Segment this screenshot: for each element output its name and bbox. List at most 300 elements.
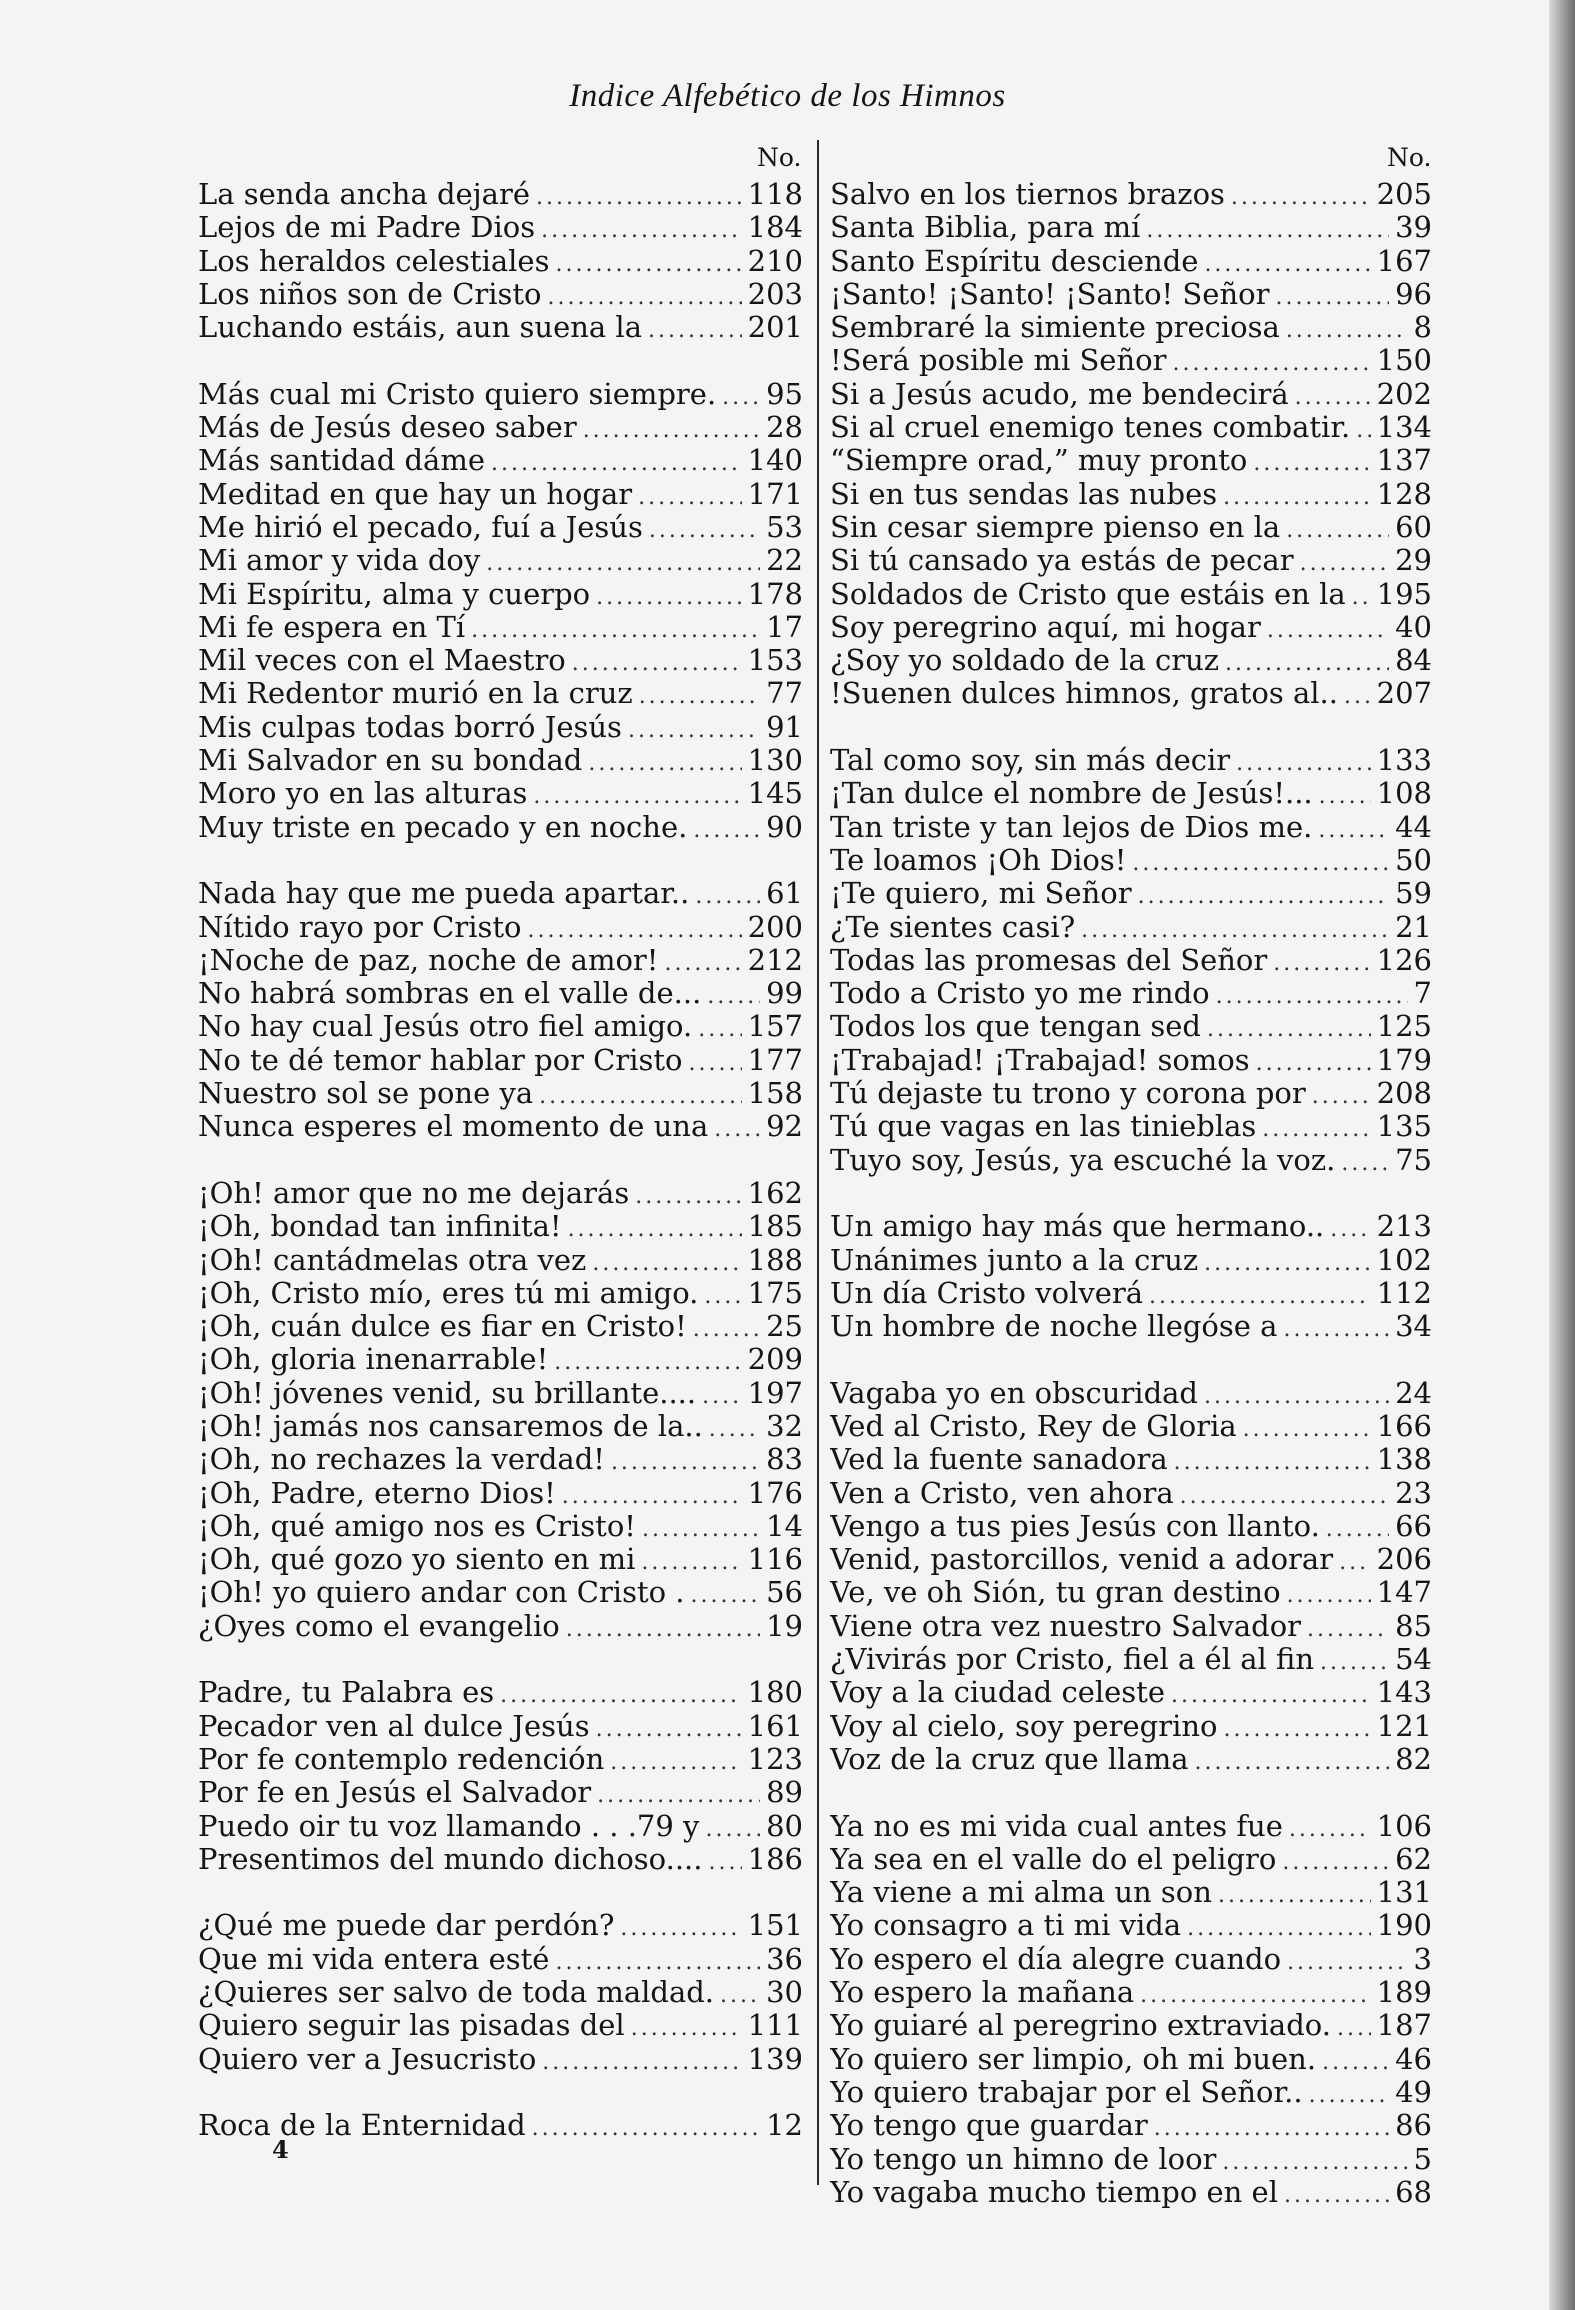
hymn-title: Sembraré la simiente preciosa (830, 311, 1280, 345)
hymn-title: Ya viene a mi alma un son (830, 1876, 1212, 1910)
hymn-title: Mi Redentor murió en la cruz (198, 677, 633, 711)
hymn-number: 128 (1376, 477, 1432, 511)
index-entry (830, 1810, 1432, 1843)
hymn-number: 213 (1376, 1210, 1432, 1244)
hymn-number: 121 (1376, 1709, 1432, 1743)
dot-leader (568, 1213, 742, 1243)
index-entry (830, 1277, 1432, 1310)
hymn-number: 96 (1395, 277, 1432, 311)
dot-leader (1318, 814, 1389, 844)
index-entry (198, 1110, 803, 1143)
hymn-number: 207 (1376, 677, 1432, 711)
index-entry (830, 744, 1432, 777)
hymn-number: 32 (766, 1409, 803, 1443)
hymn-title: Roca de la Enternidad (198, 2109, 526, 2143)
index-entry (830, 1909, 1432, 1942)
index-entry (198, 1377, 803, 1410)
hymn-title: Un día Cristo volverá (830, 1276, 1144, 1310)
hymn-title: Tú que vagas en las tinieblas (830, 1110, 1257, 1144)
index-entry (198, 1976, 803, 2009)
hymn-title: Soldados de Cristo que estáis en la (830, 577, 1346, 611)
hymn-title: Padre, tu Palabra es (198, 1676, 495, 1710)
hymn-number: 23 (1395, 1476, 1432, 1510)
hymn-number: 184 (747, 211, 803, 245)
dot-leader (491, 447, 742, 477)
hymn-title: No hay cual Jesús otro fiel amigo. (198, 1010, 693, 1044)
hymn-number: 106 (1376, 1809, 1432, 1843)
index-entry (830, 1210, 1432, 1243)
dot-leader (635, 1180, 741, 1210)
dot-leader (707, 980, 760, 1010)
hymn-number: 40 (1395, 610, 1432, 644)
index-entry (198, 1676, 803, 1709)
index-entry (830, 511, 1432, 544)
hymn-title: !Será posible mi Señor (830, 344, 1167, 378)
dot-leader (705, 1813, 760, 1843)
dot-leader (631, 2012, 742, 2042)
hymn-number: 139 (747, 2042, 803, 2076)
dot-leader (1300, 547, 1390, 577)
hymn-title: Ve, ve oh Sión, tu gran destino (830, 1576, 1281, 1610)
hymn-number: 102 (1376, 1243, 1432, 1277)
section-gap (830, 711, 1432, 744)
hymn-title: Me hirió el pecado, fuí a Jesús (198, 510, 643, 544)
hymn-title: Presentimos del mundo dichoso.... (198, 1842, 703, 1876)
dot-leader (709, 1413, 760, 1443)
index-entry (830, 2009, 1432, 2042)
index-entry (830, 411, 1432, 444)
hymn-title: Más santidad dáme (198, 444, 486, 478)
index-entry (198, 1543, 803, 1576)
index-entry (198, 2109, 803, 2142)
index-entry (830, 245, 1432, 278)
dot-leader (555, 1946, 760, 1976)
number-column-header-left: No. (757, 143, 802, 172)
dot-leader (1295, 381, 1371, 411)
dot-leader (704, 1280, 741, 1310)
dot-leader (610, 1746, 741, 1776)
hymn-number: 7 (1413, 977, 1432, 1011)
dot-leader (1356, 414, 1370, 444)
hymn-number: 189 (1376, 1976, 1432, 2010)
dot-leader (693, 814, 760, 844)
dot-leader (689, 1047, 742, 1077)
hymn-number: 202 (1376, 377, 1432, 411)
index-entry (198, 1710, 803, 1743)
index-entry (830, 1543, 1432, 1576)
hymn-title: Más de Jesús deseo saber (198, 411, 577, 445)
index-entry (830, 1976, 1432, 2009)
index-entry (830, 344, 1432, 377)
index-entry (198, 1477, 803, 1510)
section-gap (198, 2076, 803, 2109)
dot-leader (555, 248, 741, 278)
hymn-title: Si a Jesús acudo, me bendecirá (830, 377, 1289, 411)
hymn-number: 17 (766, 610, 803, 644)
hymn-number: 195 (1376, 577, 1432, 611)
page-number: 4 (272, 2135, 289, 2164)
index-entry (198, 744, 803, 777)
hymn-title: Yo guiaré al peregrino extraviado. (830, 2009, 1331, 2043)
dot-leader (1081, 914, 1389, 944)
hymn-title: Tal como soy, sin más decir (830, 744, 1231, 778)
hymn-title: ¡Tan dulce el nombre de Jesús!... (830, 777, 1313, 811)
index-entry (830, 1643, 1432, 1676)
index-entry (198, 578, 803, 611)
hymn-number: 95 (766, 377, 803, 411)
hymn-title: Soy peregrino aquí, mi hogar (830, 610, 1261, 644)
section-gap (830, 1343, 1432, 1376)
index-entry (198, 2043, 803, 2076)
hymn-number: 80 (766, 1809, 803, 1843)
hymn-title: ¡Oh, qué amigo nos es Cristo! (198, 1509, 636, 1543)
dot-leader (722, 381, 760, 411)
dot-leader (1256, 1047, 1371, 1077)
dot-leader (1204, 1247, 1370, 1277)
dot-leader (1180, 1480, 1389, 1510)
hymn-number: 49 (1395, 2075, 1432, 2109)
index-entry (830, 1377, 1432, 1410)
index-entry (830, 1110, 1432, 1143)
dot-leader (1267, 614, 1389, 644)
hymn-title: Nunca esperes el momento de una (198, 1110, 709, 1144)
hymn-number: 25 (766, 1310, 803, 1344)
hymn-title: Todo a Cristo yo me rindo (830, 977, 1210, 1011)
hymn-title: Salvo en los tiernos brazos (830, 178, 1225, 211)
dot-leader (714, 1113, 760, 1143)
hymn-title: Vengo a tus pies Jesús con llanto. (830, 1509, 1320, 1543)
hymn-title: Si tú cansado ya estás de pecar (830, 544, 1294, 578)
hymn-number: 203 (747, 277, 803, 311)
number-column-header-right: No. (1387, 143, 1432, 172)
index-entry (830, 311, 1432, 344)
index-entry (830, 677, 1432, 710)
hymn-title: “Siempre orad,” muy pronto (830, 444, 1248, 478)
index-entry (198, 1610, 803, 1643)
index-entry (198, 211, 803, 244)
index-entry (830, 1676, 1432, 1709)
hymn-number: 143 (1376, 1676, 1432, 1710)
hymn-title: Un hombre de noche llegóse a (830, 1310, 1278, 1344)
index-entry (198, 644, 803, 677)
hymn-title: Lejos de mi Padre Dios (198, 211, 536, 245)
dot-leader (1286, 314, 1408, 344)
hymn-number: 91 (766, 710, 803, 744)
dot-leader (648, 314, 742, 344)
hymn-title: Voz de la cruz que llama (830, 1742, 1189, 1776)
hymn-title: ¡Oh! amor que no me dejarás (198, 1176, 630, 1210)
dot-leader (1224, 1713, 1371, 1743)
hymn-title: Voy al cielo, soy peregrino (830, 1709, 1218, 1743)
index-entry (830, 1443, 1432, 1476)
hymn-title: Ven a Cristo, ven ahora (830, 1476, 1174, 1510)
index-entry (830, 2043, 1432, 2076)
hymn-title: Quiero ver a Jesucristo (198, 2042, 537, 2076)
hymn-title: Viene otra vez nuestro Salvador (830, 1609, 1302, 1643)
hymn-title: Yo quiero ser limpio, oh mi buen. (830, 2042, 1317, 2076)
hymn-number: 75 (1395, 1143, 1432, 1177)
hymn-number: 5 (1413, 2142, 1432, 2176)
hymn-title: ¡Oh, cuán dulce es fiar en Cristo! (198, 1310, 687, 1344)
index-entry (830, 1576, 1432, 1609)
index-entry (830, 611, 1432, 644)
hymn-number: 86 (1395, 2109, 1432, 2143)
hymn-title: ¿Vivirás por Cristo, fiel a él al fin (830, 1643, 1314, 1677)
dot-leader (583, 414, 760, 444)
hymn-number: 44 (1395, 810, 1432, 844)
column-divider (817, 140, 819, 2185)
dot-leader (1154, 2112, 1389, 2142)
hymn-number: 82 (1395, 1742, 1432, 1776)
hymn-number: 167 (1376, 244, 1432, 278)
index-entry (830, 1710, 1432, 1743)
index-entry (198, 611, 803, 644)
index-entry (830, 1743, 1432, 1776)
hymn-number: 83 (766, 1443, 803, 1477)
dot-leader (548, 281, 742, 311)
hymn-title: ¡Te quiero, mi Señor (830, 877, 1132, 911)
hymn-title: Vagaba yo en obscuridad (830, 1376, 1198, 1410)
dot-leader (1273, 947, 1370, 977)
hymn-number: 200 (747, 910, 803, 944)
index-entry (198, 711, 803, 744)
hymn-number: 175 (747, 1276, 803, 1310)
hymn-number: 59 (1395, 877, 1432, 911)
dot-leader (1262, 1113, 1370, 1143)
hymn-title: Yo consagro a ti mi vida (830, 1909, 1182, 1943)
index-entry (198, 1044, 803, 1077)
dot-leader (698, 1013, 741, 1043)
hymn-number: 62 (1395, 1842, 1432, 1876)
hymn-title: Si al cruel enemigo tenes combatir. (830, 411, 1351, 445)
index-entry (830, 2109, 1432, 2142)
dot-leader (1204, 248, 1370, 278)
hymn-title: ¡Oh, no rechazes la verdad! (198, 1443, 605, 1477)
section-gap (198, 344, 803, 377)
hymn-title: Luchando estáis, aun suena la (198, 311, 642, 345)
index-entry (198, 444, 803, 477)
dot-leader (1341, 1147, 1389, 1177)
hymn-title: ¡Oh, qué gozo yo siento en mi (198, 1543, 636, 1577)
hymn-number: 177 (747, 1043, 803, 1077)
hymn-title: ¡Oh! jóvenes venid, su brillante.... (198, 1376, 697, 1410)
hymn-title: Los niños son de Cristo (198, 277, 542, 311)
dot-leader (500, 1679, 742, 1709)
dot-leader (1243, 1413, 1371, 1443)
hymn-title: ¡Noche de paz, noche de amor! (198, 943, 659, 977)
dot-leader (1207, 1013, 1371, 1043)
dot-leader (720, 1979, 760, 2009)
dot-leader (554, 1346, 741, 1376)
index-entry (198, 1776, 803, 1809)
index-entry (198, 378, 803, 411)
hymn-title: ¿Qué me puede dar perdón? (198, 1909, 615, 1943)
index-entry (830, 811, 1432, 844)
index-entry (198, 911, 803, 944)
hymn-number: 145 (747, 777, 803, 811)
index-column-right (830, 178, 1432, 2209)
hymn-title: ¡Oh, gloria inenarrable! (198, 1343, 549, 1377)
dot-leader (1149, 1280, 1371, 1310)
hymn-number: 56 (766, 1576, 803, 1610)
index-entry (198, 977, 803, 1010)
index-entry (830, 1943, 1432, 1976)
hymn-title: No habrá sombras en el valle de... (198, 977, 702, 1011)
index-entry (830, 378, 1432, 411)
index-entry (198, 1010, 803, 1043)
hymn-title: ¿Soy yo soldado de la cruz (830, 644, 1220, 678)
hymn-title: Venid, pastorcillos, venid a adorar (830, 1543, 1334, 1577)
hymn-title: Moro yo en las alturas (198, 777, 528, 811)
hymn-number: 29 (1395, 544, 1432, 578)
index-entry (198, 2009, 803, 2042)
index-entry (830, 444, 1432, 477)
index-entry (830, 1010, 1432, 1043)
index-entry (830, 1843, 1432, 1876)
hymn-title: ¿Oyes como el evangelio (198, 1609, 560, 1643)
dot-leader (1322, 2046, 1389, 2076)
index-entry (830, 1077, 1432, 1110)
hymn-title: ¡Santo! ¡Santo! ¡Santo! Señor (830, 277, 1270, 311)
hymn-number: 178 (747, 577, 803, 611)
hymn-number: 99 (766, 977, 803, 1011)
hymn-number: 111 (747, 2009, 803, 2043)
hymn-number: 108 (1376, 777, 1432, 811)
hymn-title: Sin cesar siempre pienso en la (830, 510, 1281, 544)
hymn-title: Por fe en Jesús el Salvador (198, 1776, 592, 1810)
hymn-number: 131 (1376, 1876, 1432, 1910)
hymn-title: Todos los que tengan sed (830, 1010, 1201, 1044)
index-entry (198, 245, 803, 278)
dot-leader (539, 1080, 741, 1110)
index-entry (830, 844, 1432, 877)
hymn-title: Yo tengo un himno de loor (830, 2142, 1217, 2176)
dot-leader (542, 2046, 741, 2076)
index-entry (198, 478, 803, 511)
dot-leader (527, 914, 741, 944)
index-entry (830, 1310, 1432, 1343)
hymn-title: Ved la fuente sanadora (830, 1443, 1168, 1477)
index-entry (830, 1876, 1432, 1909)
dot-leader (1275, 281, 1389, 311)
index-entry (198, 1410, 803, 1443)
page-edge-shadow (1549, 0, 1575, 2310)
hymn-number: 206 (1376, 1543, 1432, 1577)
hymn-title: Nada hay que me pueda apartar.. (198, 877, 690, 911)
page-title: Indice Alfebético de los Himnos (569, 78, 1006, 114)
index-entry (830, 1610, 1432, 1643)
dot-leader (533, 780, 741, 810)
index-entry (198, 1576, 803, 1609)
hymn-title: Mi amor y vida doy (198, 544, 481, 578)
hymn-title: ¡Oh, bondad tan infinita! (198, 1210, 562, 1244)
index-entry (198, 1343, 803, 1376)
hymn-title: ¡Oh, Padre, eterno Dios! (198, 1476, 556, 1510)
section-gap (830, 1177, 1432, 1210)
hymn-number: 133 (1376, 744, 1432, 778)
dot-leader (1140, 1979, 1371, 2009)
dot-leader (1222, 2146, 1407, 2176)
dot-leader (532, 2112, 760, 2142)
index-entry (198, 311, 803, 344)
hymn-number: 53 (766, 510, 803, 544)
hymn-number: 208 (1376, 1077, 1432, 1111)
hymn-number: 186 (747, 1842, 803, 1876)
index-column-left (198, 178, 803, 2143)
index-entry (198, 1510, 803, 1543)
dot-leader (1319, 780, 1371, 810)
index-entry (830, 911, 1432, 944)
hymn-number: 125 (1376, 1010, 1432, 1044)
hymn-number: 188 (747, 1243, 803, 1277)
index-entry (830, 777, 1432, 810)
hymn-number: 176 (747, 1476, 803, 1510)
dot-leader (471, 614, 760, 644)
index-entry (198, 178, 803, 211)
hymn-title: Santo Espíritu desciende (830, 244, 1199, 278)
hymn-title: No te dé temor hablar por Cristo (198, 1043, 683, 1077)
dot-leader (1216, 980, 1408, 1010)
dot-leader (1312, 1080, 1371, 1110)
hymn-number: 116 (747, 1543, 803, 1577)
hymn-title: Voy a la ciudad celeste (830, 1676, 1166, 1710)
hymn-title: Nuestro sol se pone ya (198, 1077, 534, 1111)
hymn-title: Quiero seguir las pisadas del (198, 2009, 625, 2043)
section-gap (830, 1776, 1432, 1809)
hymn-title: Ya no es mi vida cual antes fue (830, 1809, 1283, 1843)
dot-leader (628, 714, 760, 744)
dot-leader (691, 1579, 761, 1609)
index-entry (198, 944, 803, 977)
index-entry (198, 1843, 803, 1876)
hymn-number: 66 (1395, 1509, 1432, 1543)
hymn-number: 123 (747, 1742, 803, 1776)
dot-leader (597, 1779, 760, 1809)
dot-leader (641, 1546, 741, 1576)
index-entry (198, 777, 803, 810)
hymn-number: 54 (1395, 1643, 1432, 1677)
dot-leader (1204, 1380, 1389, 1410)
hymn-number: 147 (1376, 1576, 1432, 1610)
hymn-title: ¡Oh, Cristo mío, eres tú mi amigo. (198, 1276, 699, 1310)
hymn-number: 84 (1395, 644, 1432, 678)
hymn-number: 60 (1395, 510, 1432, 544)
hymn-number: 209 (747, 1343, 803, 1377)
index-entry (830, 278, 1432, 311)
section-gap (198, 844, 803, 877)
hymn-number: 185 (747, 1210, 803, 1244)
index-entry (830, 1244, 1432, 1277)
hymn-number: 162 (747, 1176, 803, 1210)
hymn-number: 190 (1376, 1909, 1432, 1943)
dot-leader (611, 1446, 760, 1476)
hymn-title: Puedo oir tu voz llamando . . .79 y (198, 1809, 700, 1843)
hymn-title: !Suenen dulces himnos, gratos al.. (830, 677, 1338, 711)
index-entry (198, 1743, 803, 1776)
hymn-number: 150 (1376, 344, 1432, 378)
dot-leader (708, 1846, 741, 1876)
hymn-title: Mi Espíritu, alma y cuerpo (198, 577, 591, 611)
dot-leader (1326, 1513, 1389, 1543)
dot-leader (541, 214, 742, 244)
section-gap (198, 1144, 803, 1177)
hymn-number: 138 (1376, 1443, 1432, 1477)
hymn-number: 22 (766, 544, 803, 578)
dot-leader (1330, 1213, 1370, 1243)
dot-leader (1174, 1446, 1371, 1476)
section-gap (198, 1643, 803, 1676)
hymn-number: 212 (747, 943, 803, 977)
